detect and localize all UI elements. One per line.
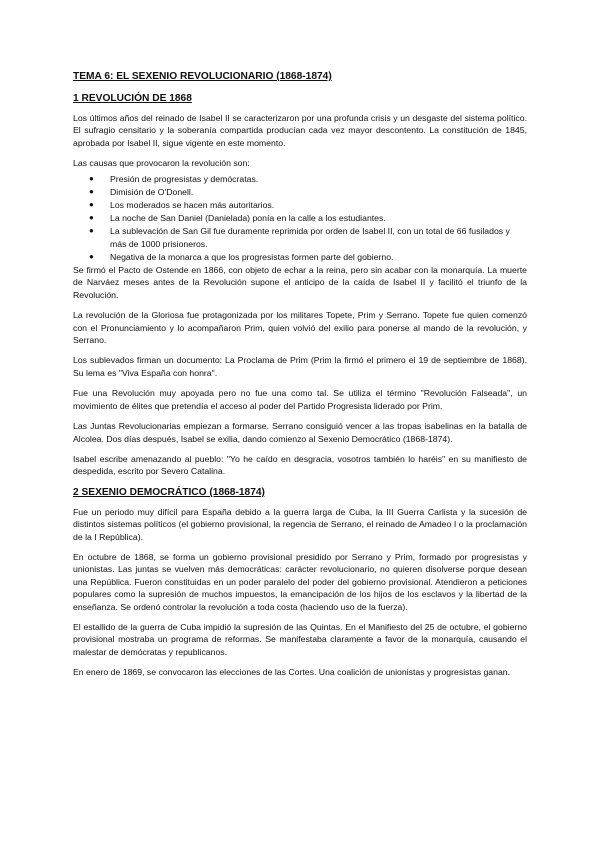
list-item: ● Negativa de la monarca a que los progresistas formen parte del gobierno. bbox=[89, 251, 394, 262]
section-1-paragraph-7: Las Juntas Revolucionarias empiezan a formarse. Serrano consiguió vencer a las tropas isabelinas en la batalla de Alcolea. Dos días después, Isabel se exilia, dando comienzo al Sexenio Democrático (1868-1874). bbox=[73, 421, 527, 444]
section-1-paragraph-8: Isabel escribe amenazando al pueblo: "Yo he caído en desgracia, vosotros también lo haréis" en su manifiesto de despedida, escrito por Severo Catalina. bbox=[73, 453, 527, 477]
section-1-paragraph-3: Se firmó el Pacto de Ostende en 1866, con objeto de echar a la reina, pero sin acabar con la monarquía. La muerte de Narváez meses antes de la Revolución supone el anticipo de la caída de Isabel II y facilitó el triunfo de la Revolución. bbox=[73, 265, 527, 300]
section-1-paragraph-5: Los sublevados firman un documento: La Proclama de Prim (Prim la firmó el primero el 19 de septiembre de 1868). Su lema es "Viva España con honra". bbox=[73, 355, 527, 378]
list-item: ● Los moderados se hacen más autoritarios. bbox=[89, 200, 275, 211]
section-1-paragraph-2: Las causas que provocaron la revolución son: bbox=[73, 158, 250, 169]
bullet-icon: ● bbox=[89, 213, 94, 223]
section-1-paragraph-6: Fue una Revolución muy apoyada pero no fue una como tal. Se utiliza el término "Revolución Falseada", un movimiento de élites que pretendía el acceso al poder del Partido Progresista liderado por Prim. bbox=[73, 388, 527, 411]
list-item: ● La sublevación de San Gil fue duramente reprimida por orden de Isabel II, con un total de 66 fusilados y más de 1000 prisioneros. bbox=[89, 226, 510, 249]
bullet-icon: ● bbox=[89, 186, 94, 196]
causes-list bbox=[73, 173, 527, 263]
section-2-paragraph-2: En octubre de 1868, se forma un gobierno provisional presidido por Serrano y Prim, formado por progresistas y unionistas. Las juntas se vuelven más democráticas: carácter revolucionario, no quieren disolverse porque desean una República. Fueron constituidas en un poder paralelo del poder del gobierno provisional. Atendieron a peticiones populares como la supresión de muchos impuestos, la emancipación de los hijos de los esclavos y la libertad de la enseñanza. Se ordenó controlar la revolución a toda costa (haciendo uso de la fuerza). bbox=[73, 551, 527, 612]
bullet-icon: ● bbox=[89, 173, 94, 183]
section-2-paragraph-1: Fue un periodo muy difícil para España debido a la guerra larga de Cuba, la III Guerra Carlista y la sucesión de distintos sistemas políticos (el gobierno provisional, la regencia de Serrano, el reinado de Amadeo I o la proclamación de la I República). bbox=[73, 506, 527, 542]
bullet-icon: ● bbox=[89, 251, 94, 261]
section-1-paragraph-1: Los últimos años del reinado de Isabel II se caracterizaron por una profunda crisis y un desgaste del sistema político. El sufragio censitario y la soberanía compartida producían cada vez mayor descontento. La constitución de 1845, aprobada por Isabel II, sigue vigente en este momento. bbox=[73, 113, 527, 148]
list-item: ● Presión de progresistas y demócratas. bbox=[89, 173, 259, 184]
section-2-paragraph-3: El estallido de la guerra de Cuba impidió la supresión de las Quintas. En el Manifiesto del 25 de octubre, el gobierno provisional mostraba un programa de reformas. Se manifestaba claramente a favor de la monarquía, causando el malestar de demócratas y republicanos. bbox=[73, 621, 527, 657]
list-item: ● Dimisión de O'Donell. bbox=[89, 186, 194, 197]
section-2-heading: 2 SEXENIO DEMOCRÁTICO (1868-1874) bbox=[73, 486, 265, 498]
bullet-icon: ● bbox=[89, 200, 94, 210]
section-1-paragraph-4: La revolución de la Gloriosa fue protagonizada por los militares Topete, Prim y Serrano. Topete fue quien comenzó con el Pronunciamiento y lo acompañaron Prim, quien volvió del exilio para ponerse al mando de la revolución, y Serrano. bbox=[73, 310, 527, 346]
document-title: TEMA 6: EL SEXENIO REVOLUCIONARIO (1868-1874) bbox=[73, 71, 332, 82]
list-item: ● La noche de San Daniel (Danielada) ponía en la calle a los estudiantes. bbox=[89, 213, 386, 224]
bullet-icon: ● bbox=[89, 226, 94, 236]
section-2-paragraph-4: En enero de 1869, se convocaron las elecciones de las Cortes. Una coalición de unionistas y progresistas ganan. bbox=[73, 667, 511, 678]
section-1-heading: 1 REVOLUCIÓN DE 1868 bbox=[73, 93, 192, 104]
